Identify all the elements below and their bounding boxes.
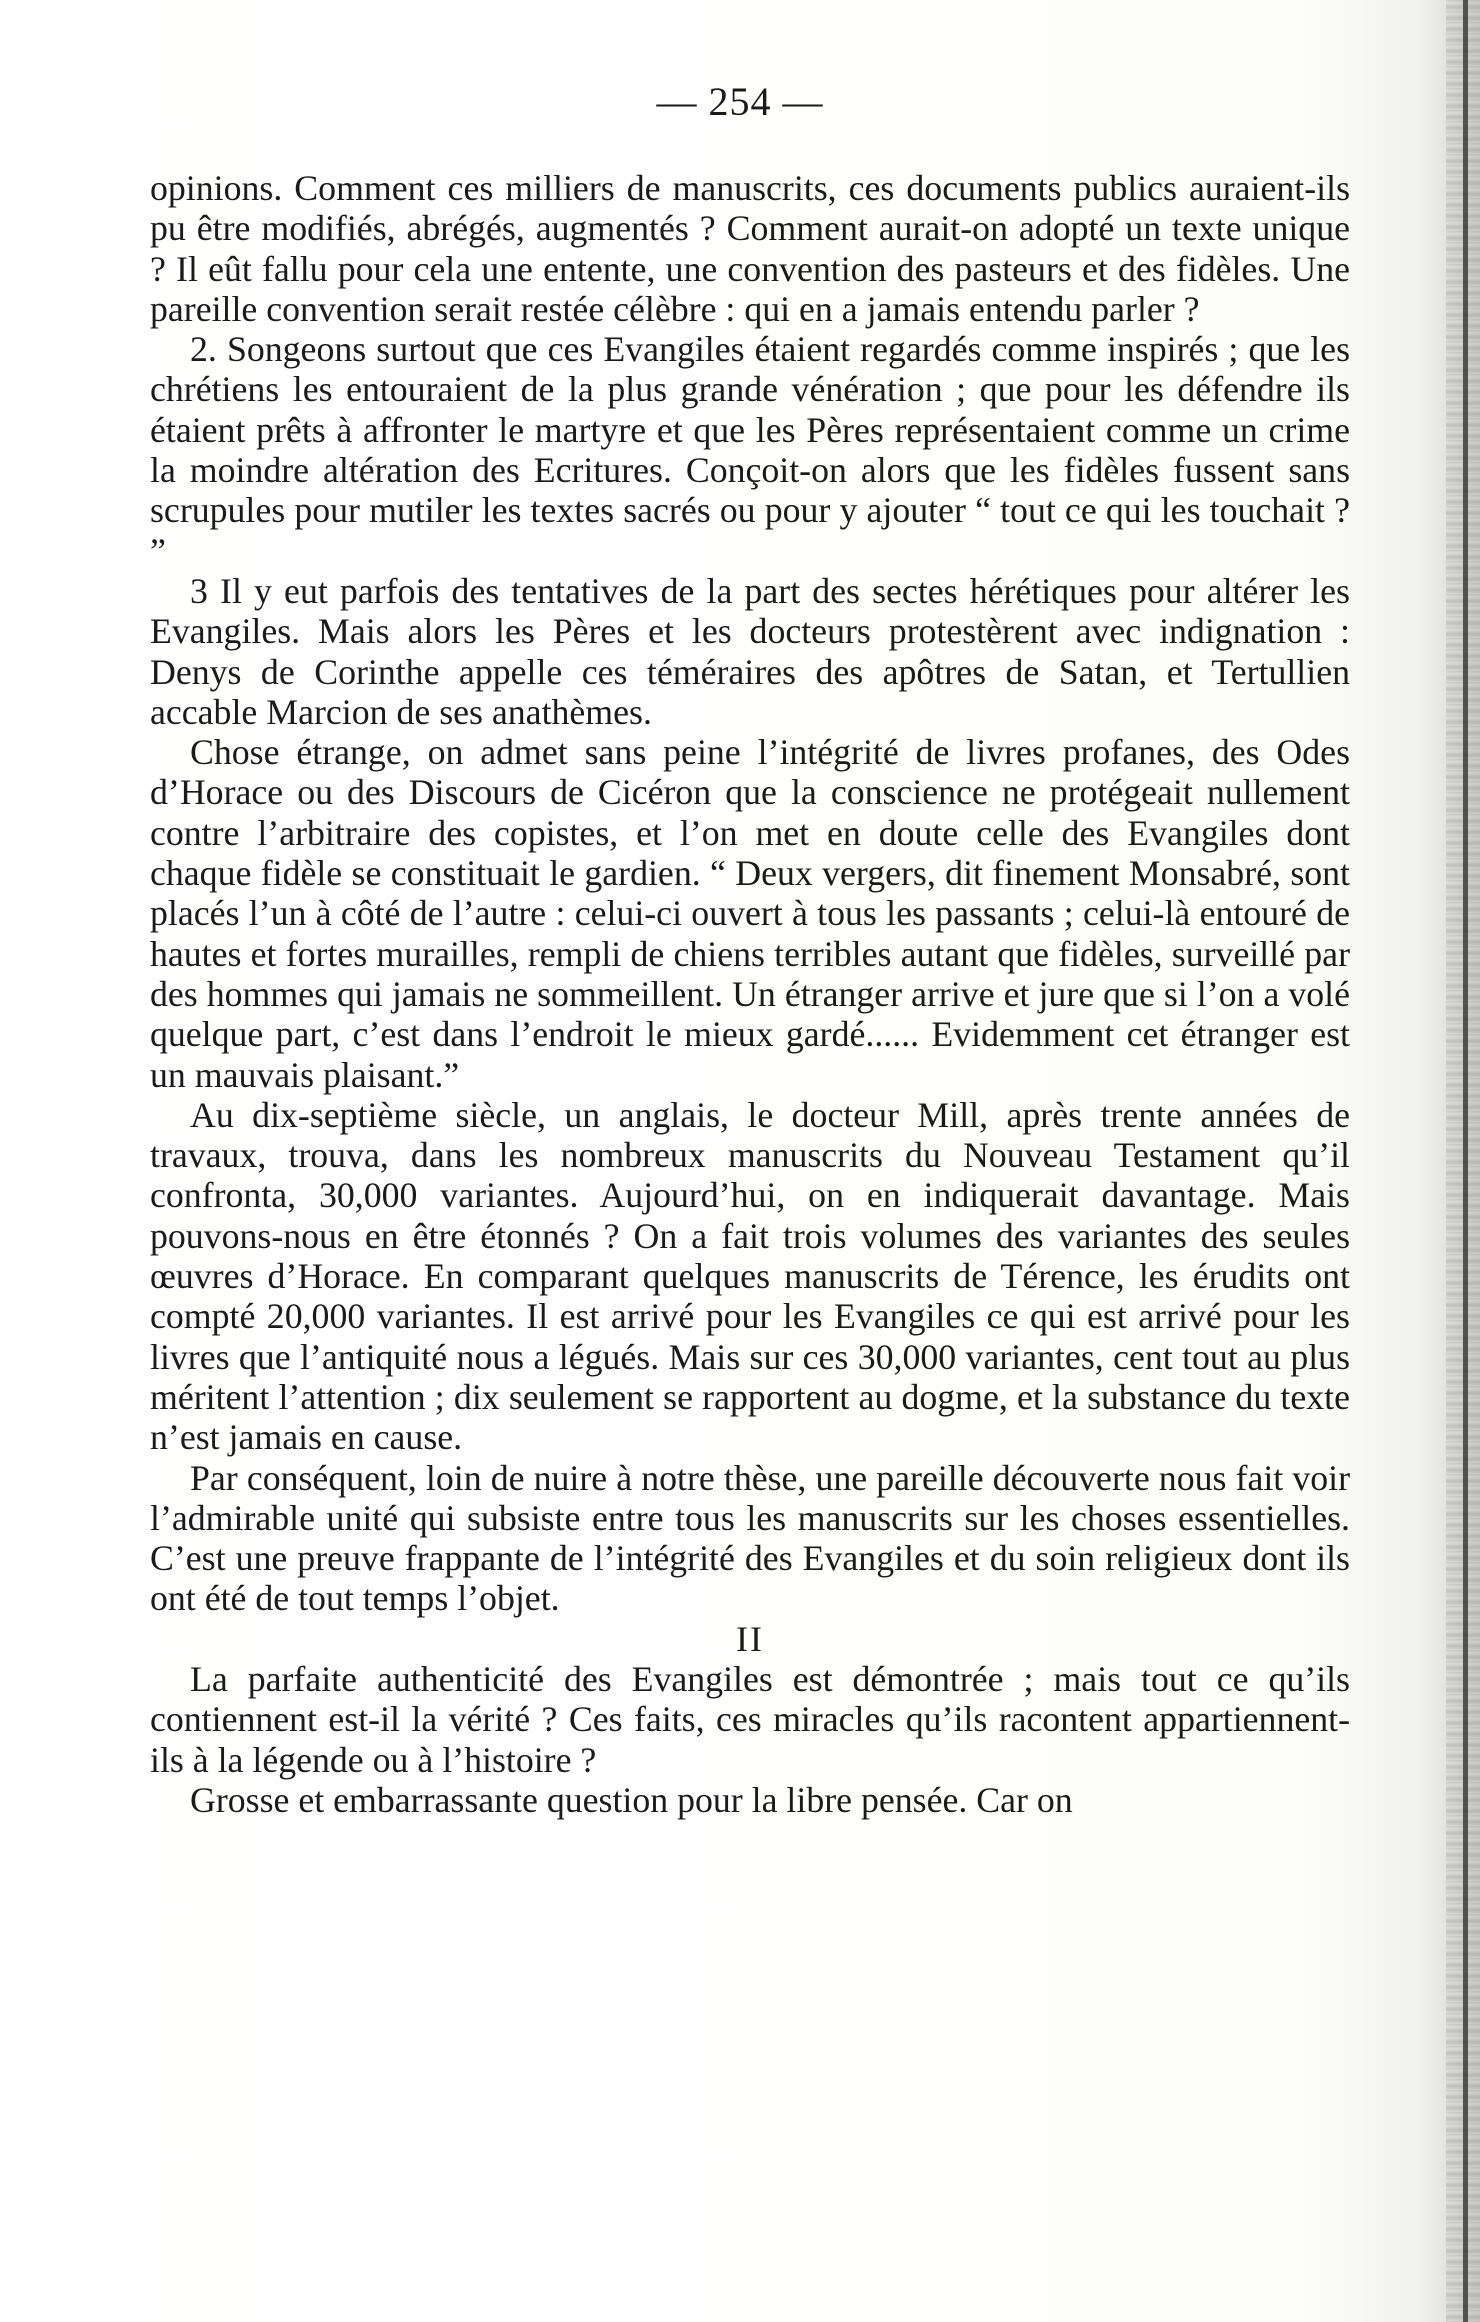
paragraph-par-consequent: Par conséquent, loin de nuire à notre thèse, une pareille découverte nous fait voir l’admirable unité qui subsiste entre tous les manuscrits sur les choses essentielles. C’est une preuve frappante de l’intégrité des Evangiles et du soin religieux dont ils ont été de tout temps l’objet. xyxy=(150,1457,1350,1619)
paragraph-grosse-question: Grosse et embarrassante question pour la libre pensée. Car on xyxy=(190,1779,1073,1820)
section-heading: II xyxy=(736,1618,764,1659)
paragraph-point-2: 2. Songeons surtout que ces Evangiles étaient regardés comme inspirés ; que les chrétiens les entouraient de la plus grande vénération ; que pour les défendre ils étaient prêts à affronter le martyre et que les Pères représentaient comme un crime la moindre altération des Ecritures. Conçoit-on alors que les fidèles fussent sans scrupules pour mutiler les textes sacrés ou pour y ajouter “ tout ce qui les touchait ? ” xyxy=(150,329,1350,571)
paragraph-dix-septieme-siecle: Au dix-septième siècle, un anglais, le docteur Mill, après trente années de travaux, trouva, dans les nombreux manuscrits du Nouveau Testament qu’il confronta, 30,000 variantes. Aujourd’hui, on en indiquerait davantage. Mais pouvons-nous en être étonnés ? On a fait trois volumes des variantes des seules œuvres d’Horace. En comparant quelques manuscrits de Térence, les érudits ont compté 20,000 variantes. Il est arrivé pour les Evangiles ce qui est arrivé pour les livres que l’antiquité nous a légués. Mais sur ces 30,000 variantes, cent tout au plus méritent l’attention ; dix seulement se rapportent au dogme, et la substance du texte n’est jamais en cause. xyxy=(150,1094,1350,1458)
body-text xyxy=(150,168,1350,1820)
paragraph-chose-etrange: Chose étrange, on admet sans peine l’intégrité de livres profanes, des Odes d’Horace ou des Discours de Cicéron que la conscience ne protégeait nullement contre l’arbitraire des copistes, et l’on met en doute celle des Evangiles dont chaque fidèle se constituait le gardien. “ Deux vergers, dit finement Monsabré, sont placés l’un à côté de l’autre : celui-ci ouvert à tous les passants ; celui-là entouré de hautes et fortes murailles, rempli de chiens terribles autant que fidèles, surveillé par des hommes qui jamais ne sommeillent. Un étranger arrive et jure que si l’on a volé quelque part, c’est dans l’endroit le mieux gardé...... Evidemment cet étranger est un mauvais plaisant.” xyxy=(150,732,1350,1095)
paragraph-parfaite-authenticite: La parfaite authenticité des Evangiles est démontrée ; mais tout ce qu’ils contiennent est-il la vérité ? Ces faits, ces miracles qu’ils racontent appartiennent-ils à la légende ou à l’histoire ? xyxy=(150,1658,1350,1780)
paragraph-point-3: 3 Il y eut parfois des tentatives de la part des sectes hérétiques pour altérer les Evangiles. Mais alors les Pères et les docteurs protestèrent avec indignation : Denys de Corinthe appelle ces téméraires des apôtres de Satan, et Tertullien accable Marcion de ses anathèmes. xyxy=(150,570,1350,732)
paragraph-opinions: opinions. Comment ces milliers de manuscrits, ces documents publics auraient-ils pu être modifiés, abrégés, augmentés ? Comment aurait-on adopté un texte unique ? Il eût fallu pour cela une entente, une convention des pasteurs et des fidèles. Une pareille convention serait restée célèbre : qui en a jamais entendu parler ? xyxy=(150,168,1350,329)
page-edge-line xyxy=(1463,0,1468,2322)
page-number: — 254 — xyxy=(656,79,824,124)
